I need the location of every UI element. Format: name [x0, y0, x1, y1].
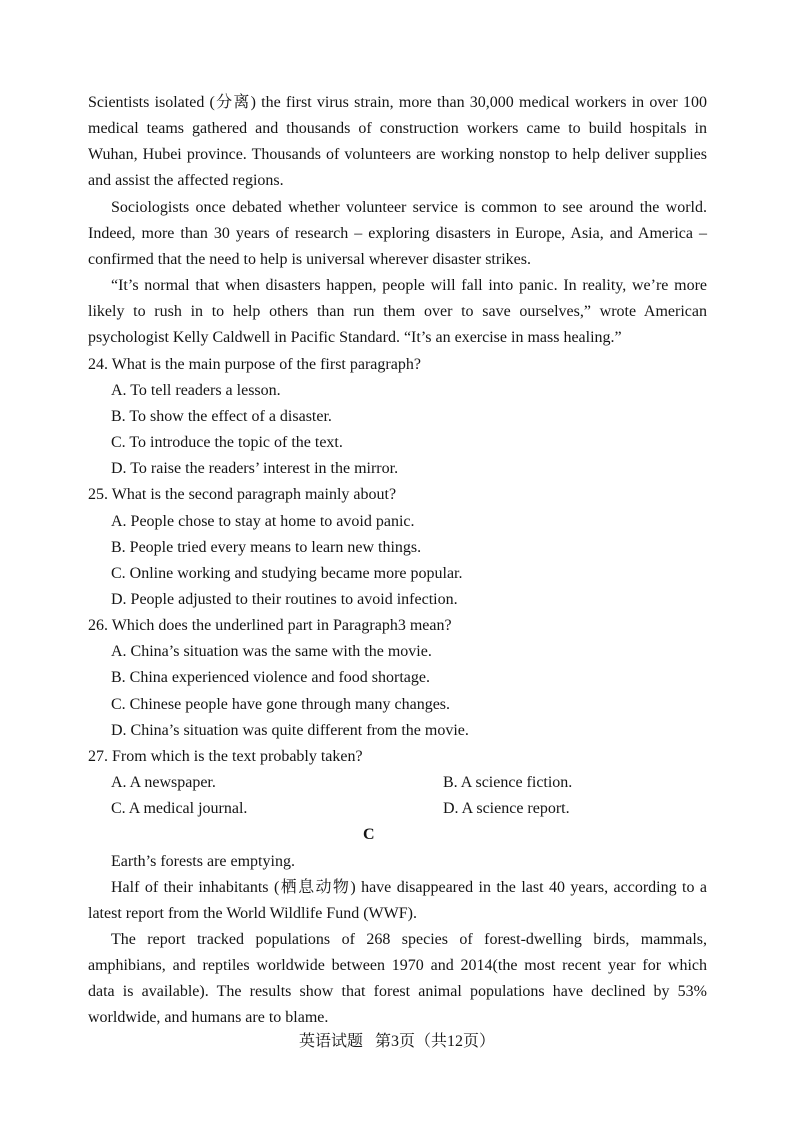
question-stem: 27. From which is the text probably taken?: [88, 747, 363, 765]
passage-b-paragraph-1: [88, 90, 707, 195]
question-stem: 25. What is the second paragraph mainly about?: [88, 486, 397, 504]
option-a: A. China’s situation was the same with the movie.: [111, 643, 432, 661]
passage-line: likely to rush in to help others than run them over to save ourselves,” wrote American: [88, 303, 707, 321]
passage-line: Scientists isolated (分离) the first virus strain, more than 30,000 medical workers in over 100: [88, 94, 707, 111]
passage-line: Sociologists once debated whether volunteer service is common to see around the world.: [111, 198, 707, 216]
passage-line: Half of their inhabitants (栖息动物) have disappeared in the last 40 years, according to a: [111, 878, 707, 896]
page-footer: 英语试题 第3页（共12页）: [298, 1033, 495, 1050]
passage-b-paragraph-3: [88, 273, 707, 351]
question-25: [88, 482, 707, 613]
passage-line: worldwide, and humans are to blame.: [88, 1009, 329, 1027]
passage-line: Indeed, more than 30 years of research – exploring disasters in Europe, Asia, and America –: [88, 224, 707, 242]
option-d: D. People adjusted to their routines to avoid infection.: [111, 590, 458, 608]
passage-line: Earth’s forests are emptying.: [111, 852, 295, 870]
options-row: [88, 770, 707, 796]
option-d: D. China’s situation was quite different from the movie.: [111, 721, 469, 739]
passage-line: “It’s normal that when disasters happen, people will fall into panic. In reality, we’re more: [111, 277, 707, 295]
passage-line: and assist the affected regions.: [88, 172, 284, 190]
section-label: C: [363, 826, 375, 844]
question-26: [88, 613, 707, 744]
question-stem: 24. What is the main purpose of the first paragraph?: [88, 355, 421, 373]
option-c: C. To introduce the topic of the text.: [111, 434, 343, 452]
option-c: C. Online working and studying became more popular.: [111, 564, 463, 582]
option-b: B. A science fiction.: [443, 774, 573, 792]
option-b: B. To show the effect of a disaster.: [111, 407, 332, 425]
passage-c-paragraph-3: [88, 927, 707, 1032]
passage-line: confirmed that the need to help is universal wherever disaster strikes.: [88, 250, 531, 268]
passage-line: psychologist Kelly Caldwell in Pacific Standard. “It’s an exercise in mass healing.”: [88, 329, 622, 347]
option-b: B. China experienced violence and food shortage.: [111, 669, 430, 687]
passage-line: Wuhan, Hubei province. Thousands of volunteers are working nonstop to help deliver supplies: [88, 146, 707, 164]
passage-b-paragraph-2: [88, 195, 707, 273]
options-row: [88, 796, 707, 822]
exam-page: [88, 90, 707, 1032]
option-d: D. To raise the readers’ interest in the mirror.: [111, 460, 399, 478]
option-a: A. To tell readers a lesson.: [111, 381, 281, 399]
option-a: A. People chose to stay at home to avoid panic.: [111, 512, 415, 530]
option-a: A. A newspaper.: [111, 774, 216, 792]
passage-c-paragraph-1: [88, 849, 707, 875]
passage-line: medical teams gathered and thousands of construction workers came to build hospitals in: [88, 120, 707, 138]
option-c: C. A medical journal.: [111, 800, 248, 818]
question-24: [88, 352, 707, 483]
passage-line: latest report from the World Wildlife Fund (WWF).: [88, 904, 417, 922]
option-d: D. A science report.: [443, 800, 570, 818]
passage-line: amphibians, and reptiles worldwide between 1970 and 2014(the most recent year for which: [88, 957, 707, 975]
option-b: B. People tried every means to learn new things.: [111, 538, 422, 556]
option-c: C. Chinese people have gone through many changes.: [111, 695, 451, 713]
question-27: [88, 744, 707, 822]
passage-line: data is available). The results show that forest animal populations have declined by 53%: [88, 983, 707, 1001]
passage-c-paragraph-2: [88, 875, 707, 927]
question-stem: 26. Which does the underlined part in Paragraph3 mean?: [88, 617, 452, 635]
passage-line: The report tracked populations of 268 species of forest-dwelling birds, mammals,: [111, 931, 707, 948]
